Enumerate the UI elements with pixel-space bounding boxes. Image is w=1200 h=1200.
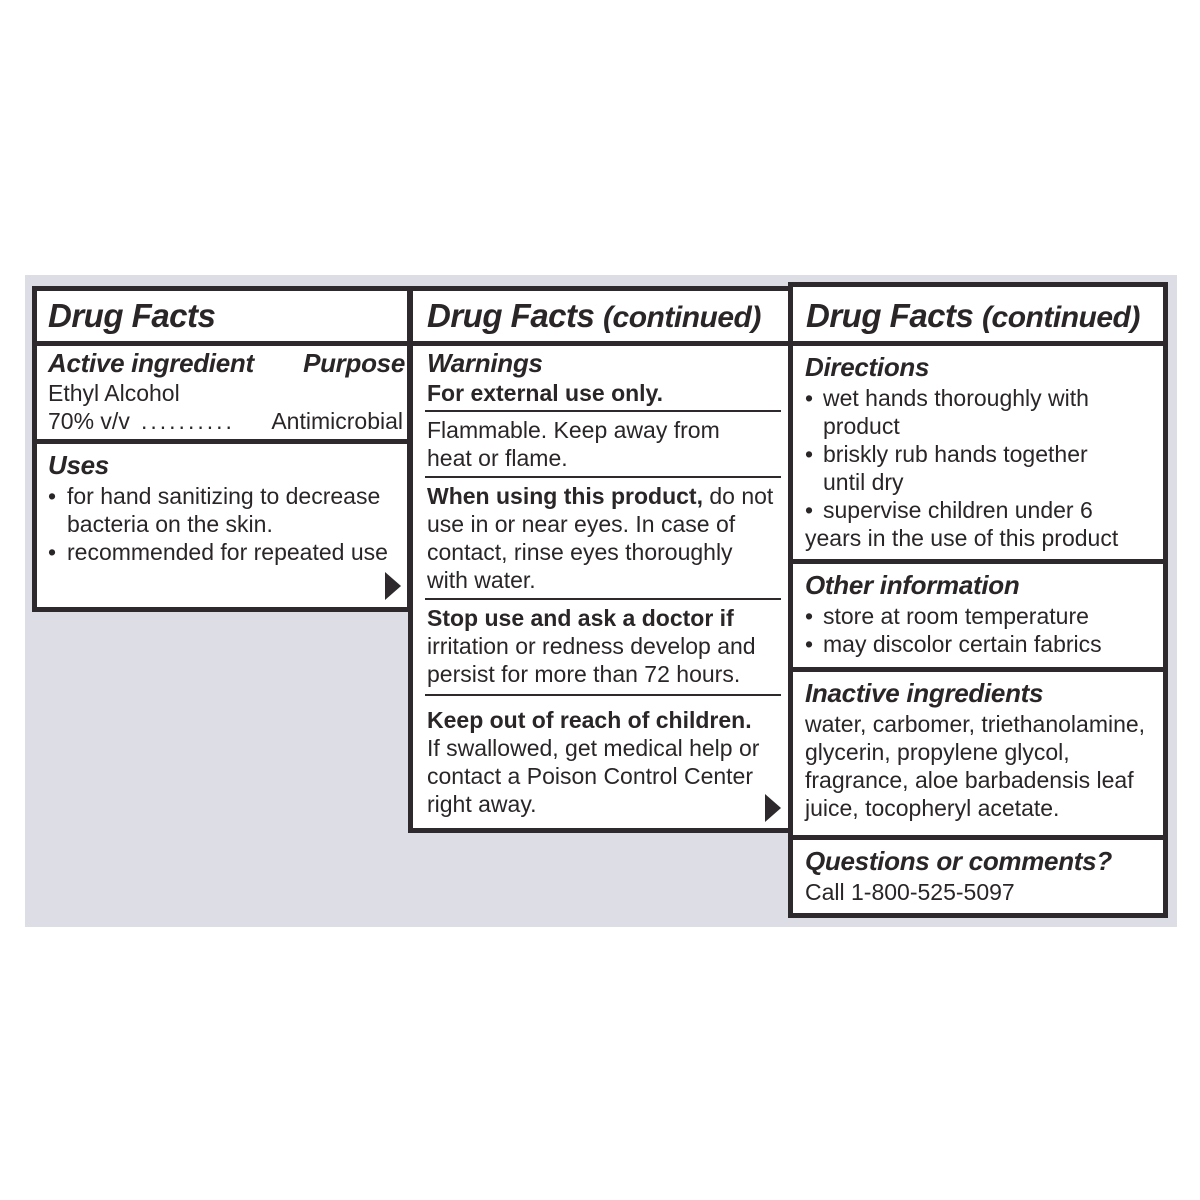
bullet: • [48,483,57,509]
divider [425,694,781,696]
title-continued: (continued) [603,301,761,334]
flammable-line-1: Flammable. Keep away from [427,417,720,443]
bullet: • [805,385,814,411]
divider [425,410,781,412]
external-use-text: For external use only. [427,380,664,406]
directions-heading: Directions [805,352,930,382]
warnings-heading: Warnings [427,348,543,378]
uses-heading: Uses [48,450,109,480]
title-text: Drug Facts [806,297,974,334]
purpose-heading: Purpose [303,348,405,378]
other-information-heading: Other information [805,570,1020,600]
active-ingredient-section [37,341,407,437]
uses-item-2: recommended for repeated use [67,539,388,565]
stop-use-heading: Stop use and ask a doctor if [427,605,734,631]
title-continued: (continued) [982,301,1140,334]
bullet: • [805,603,814,629]
inactive-ingredients-heading: Inactive ingredients [805,678,1044,708]
stop-use-line-1: irritation or redness develop and [427,633,756,659]
questions-heading: Questions or comments? [805,846,1112,876]
directions-item-2: briskly rub hands together [823,441,1088,467]
uses-section [37,439,407,607]
bullet: • [48,539,57,565]
title-text: Drug Facts [427,297,595,334]
when-using-heading: When using this product, [427,483,703,509]
directions-item-1: wet hands thoroughly with [823,385,1089,411]
inactive-line-1: water, carbomer, triethanolamine, [805,711,1146,737]
when-using-line-3: contact, rinse eyes thoroughly [427,539,733,565]
other-information-section [793,559,1163,667]
ingredient-name: Ethyl Alcohol [48,380,180,406]
continue-arrow-icon [765,794,781,822]
inactive-line-3: fragrance, aloe barbadensis leaf [805,767,1134,793]
warnings-section [413,341,789,829]
keep-out-line-2: contact a Poison Control Center [427,763,754,789]
divider [425,476,781,478]
uses-item-1: for hand sanitizing to decrease [67,483,381,509]
panel-title: Drug Facts [48,297,216,334]
questions-phone: Call 1-800-525-5097 [805,879,1015,905]
flammable-line-2: heat or flame. [427,445,568,471]
directions-item-2-cont: until dry [823,469,904,495]
bullet: • [805,441,814,467]
inactive-line-2: glycerin, propylene glycol, [805,739,1070,765]
drug-facts-panel-3 [788,282,1168,918]
other-info-item-2: may discolor certain fabrics [823,631,1102,657]
panel-title [806,297,1140,337]
when-using-line-4: with water. [427,567,536,593]
directions-section [793,341,1163,559]
uses-item-1-cont: bacteria on the skin. [67,511,273,537]
directions-item-3: supervise children under 6 [823,497,1093,523]
when-using-line-1 [427,482,773,510]
stop-use-line-2: persist for more than 72 hours. [427,661,741,687]
keep-out-line-1: If swallowed, get medical help or [427,735,760,761]
inactive-line-4: juice, tocopheryl acetate. [805,795,1060,821]
bullet: • [805,497,814,523]
other-info-item-1: store at room temperature [823,603,1089,629]
ingredient-amount: 70% v/v [48,408,130,434]
divider [425,598,781,600]
panel-title [427,297,761,337]
questions-section [793,835,1163,913]
drug-facts-panel-2 [408,286,794,833]
drug-facts-panel-1 [32,286,412,612]
inactive-ingredients-section [793,667,1163,835]
keep-out-line-3: right away. [427,791,537,817]
continue-arrow-icon [385,572,401,600]
bullet: • [805,631,814,657]
ingredient-purpose: Antimicrobial [271,408,403,434]
when-using-line-2: use in or near eyes. In case of [427,511,736,537]
leader-dots: .......... [141,408,235,434]
directions-item-3-cont: years in the use of this product [805,525,1119,551]
keep-out-heading: Keep out of reach of children. [427,707,752,733]
active-ingredient-heading: Active ingredient [48,348,254,378]
directions-item-1-cont: product [823,413,900,439]
when-using-rest: do not [702,483,774,509]
